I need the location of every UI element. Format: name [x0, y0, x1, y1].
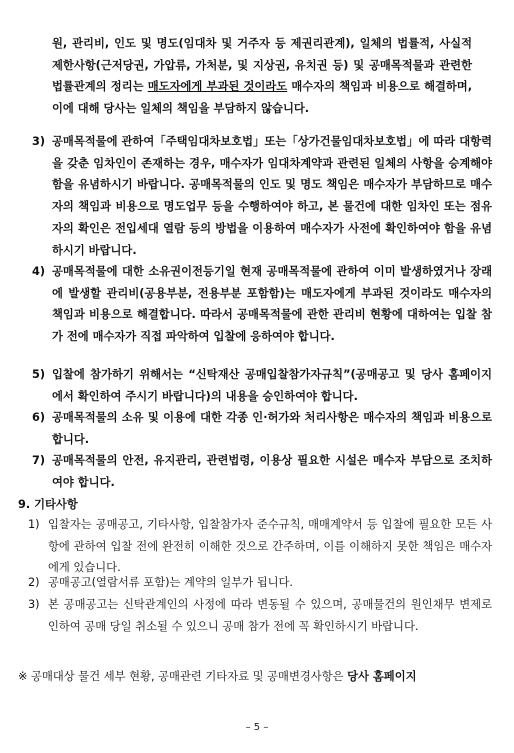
section-9-item-3-number: 3) — [28, 598, 40, 611]
item-2-underlined-text: 매도자에게 부과된 것이라도 — [147, 80, 288, 94]
item-2-text-before: 원, 관리비, 인도 및 명도(임대차 및 거주자 등 제권리관계), 일체의 법률적, 사실적 제한사항(근저당권, 가압류, 가처분, 및 지상권, 유치권 등) 및 공매목적물과 관련한 법률관계의 정리는 — [52, 37, 472, 94]
list-item-5 — [32, 364, 492, 407]
list-item-3-number: 3) — [32, 135, 46, 148]
list-item-7-number: 7) — [32, 454, 46, 467]
section-9-item-1 — [28, 514, 492, 579]
section-9-item-2-number: 2) — [28, 576, 40, 589]
list-item-4 — [32, 261, 492, 348]
section-9-item-1-number: 1) — [28, 518, 40, 531]
list-item-6-text: 공매목적물의 소유 및 이용에 대한 각종 인·허가와 처리사항은 매수자의 책임과 비용으로 합니다. — [52, 411, 492, 446]
page-number: – 5 – — [245, 722, 269, 733]
list-item-4-number: 4) — [32, 265, 46, 278]
footnote-notice — [18, 667, 472, 687]
list-item-5-number: 5) — [32, 368, 46, 381]
section-9-item-2-text: 공매공고(열람서류 포함)는 계약의 일부가 됩니다. — [48, 576, 294, 589]
item-2-text-after: 매수자의 책임과 비용으로 해결하며, 이에 대해 당사는 일체의 책임을 부담하지 않습니다. — [52, 80, 473, 116]
section-9-item-3-text: 본 공매공고는 신탁관계인의 사정에 따라 변동될 수 있으며, 공매물건의 원인채무 변제로 인하여 공매 당일 취소될 수 있으니 공매 참가 전에 꼭 확인하시기 바랍니다. — [48, 598, 492, 633]
homepage-reference: 당사 홈페이지 — [347, 670, 417, 683]
section-9-heading: 9. 기타사항 — [18, 498, 78, 511]
list-item-6 — [32, 407, 492, 450]
list-item-3 — [32, 131, 492, 261]
item-2-continuation — [52, 33, 472, 120]
list-item-3-text: 공매목적물에 관하여「주택임대차보호법」또는「상가건물임대차보호법」에 따라 대항력을 갖춘 임차인이 존재하는 경우, 매수자가 임대차계약과 관련된 일체의 사항을 승계해야 함을 유념하시기 바랍니다. 공매목적물의 인도 및 명도 책임은 매수자가 부담하므로 매수자의 책임과 비용으로 명도업무 등을 수행하여야 하고, 본 물건에 대한 임차인 또는 점유자의 확인은 전입세대 열람 등의 방법을 이용하여 매수자가 사전에 확인하여야 함을 유념하시기 바랍니다. — [52, 135, 492, 257]
footnote-text: ※ 공매대상 물건 세부 현황, 공매관련 기타자료 및 공매변경사항은 — [18, 670, 348, 683]
section-9-item-3 — [28, 594, 492, 637]
section-9-item-1-text: 입찰자는 공매공고, 기타사항, 입찰참가자 준수규칙, 매매계약서 등 입찰에 필요한 모든 사항에 관하여 입찰 전에 완전히 이해한 것으로 간주하며, 이를 이해하지 못한 책임은 매수자에게 있습니다. — [48, 518, 492, 575]
section-9-item-2 — [28, 572, 492, 594]
list-item-4-text: 공매목적물에 대한 소유권이전등기일 현재 공매목적물에 관하여 이미 발생하였거나 장래에 발생할 관리비(공용부분, 전용부분 포함함)는 매도자에게 부과된 것이라도 매수자의 책임과 비용으로 해결합니다. 따라서 공매목적물에 관한 관리비 현황에 대하여는 입찰 참가 전에 매수자가 직접 파악하여 입찰에 응하여야 합니다. — [52, 265, 492, 344]
list-item-5-text: 입찰에 참가하기 위해서는 “신탁재산 공매입찰참가자규칙”(공매공고 및 당사 홈페이지에서 확인하여 주시기 바랍니다)의 내용을 승인하여야 합니다. — [52, 368, 492, 403]
list-item-6-number: 6) — [32, 411, 46, 424]
list-item-7-text: 공매목적물의 안전, 유지관리, 관련법령, 이용상 필요한 시설은 매수자 부담으로 조치하여야 합니다. — [52, 454, 492, 489]
list-item-7 — [32, 450, 492, 493]
